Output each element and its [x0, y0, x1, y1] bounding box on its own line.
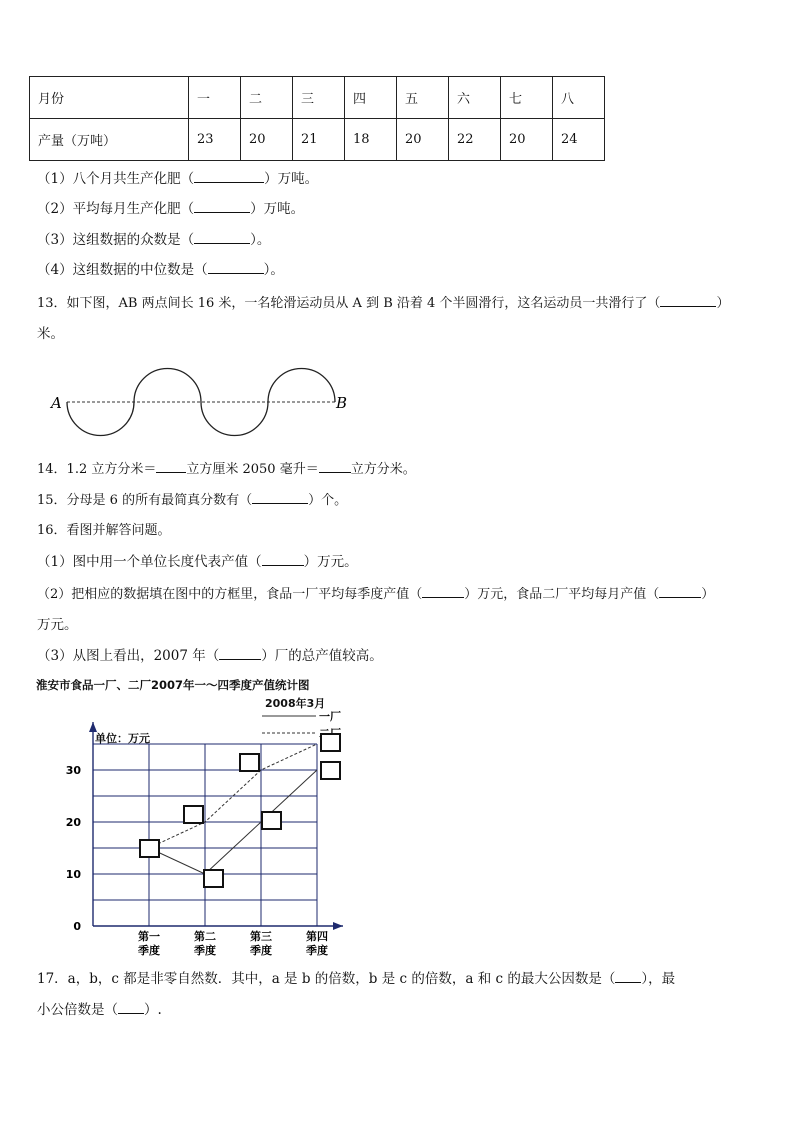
- answer-blank[interactable]: [194, 200, 250, 213]
- y-tick-label: 10: [65, 868, 81, 881]
- chart-title: 淮安市食品一厂、二厂2007年一～四季度产值统计图: [36, 678, 310, 692]
- x-axis-arrow-icon: [333, 922, 343, 930]
- question-text: （3）从图上看出，2007 年（: [37, 648, 220, 664]
- x-tick-label: 季度: [194, 944, 216, 957]
- question-text: ）万元。: [303, 554, 358, 570]
- table-value-cell: 22: [449, 119, 501, 161]
- answer-box: [262, 812, 281, 829]
- y-tick-label: 30: [65, 764, 81, 777]
- question-text: 立方分米。: [350, 462, 416, 477]
- question-text: ）万吨。: [264, 171, 319, 187]
- question-16-title: 16．看图并解答问题。: [37, 523, 171, 538]
- x-tick-label: 第二: [194, 930, 216, 943]
- answer-blank[interactable]: [219, 647, 261, 660]
- question-text: （2）把相应的数据填在图中的方框里，食品一厂平均每季度产值（: [37, 587, 423, 602]
- x-tick-label: 季度: [250, 944, 272, 957]
- question-text: （1）图中用一个单位长度代表产值（: [37, 554, 262, 570]
- question-text: ）: [701, 587, 715, 602]
- table-month-cell: 六: [449, 77, 501, 119]
- question-text: ）万吨。: [250, 201, 305, 217]
- question-16-part-2-cont: 万元。: [37, 617, 78, 633]
- table-value-cell: 20: [501, 119, 553, 161]
- question-text: ）.: [144, 1002, 162, 1018]
- question-text: ）。: [250, 232, 271, 248]
- semicircle-3: [201, 402, 268, 436]
- x-tick-label: 季度: [138, 944, 160, 957]
- table-month-cell: 四: [345, 77, 397, 119]
- table-month-cell: 二: [241, 77, 293, 119]
- question-text: （2）平均每月生产化肥（: [37, 201, 195, 217]
- question-text: （4）这组数据的中位数是（: [37, 262, 208, 278]
- question-16-part-1: [37, 553, 358, 571]
- question-text: ）: [716, 296, 730, 311]
- production-table: [29, 76, 605, 161]
- answer-blank[interactable]: [194, 231, 250, 244]
- line-chart: [0, 700, 400, 965]
- x-tick-label: 季度: [306, 944, 328, 957]
- answer-blank[interactable]: [208, 261, 264, 274]
- question-13-line-2: 米。: [37, 326, 64, 342]
- y-tick-label: 20: [65, 816, 81, 829]
- answer-blank[interactable]: [422, 585, 464, 598]
- question-16-part-2: [37, 585, 714, 604]
- question-text: 14．1.2 立方分米＝: [37, 462, 157, 477]
- question-text: 小公倍数是（: [37, 1002, 118, 1018]
- question-12-part-1: [37, 170, 318, 188]
- question-text: ）个。: [308, 493, 348, 508]
- question-text: （1）八个月共生产化肥（: [37, 171, 195, 187]
- table-value-cell: 24: [553, 119, 605, 161]
- answer-box: [140, 840, 159, 857]
- answer-blank[interactable]: [659, 585, 701, 598]
- legend-label: 一厂: [319, 710, 341, 723]
- y-axis-arrow-icon: [89, 722, 97, 732]
- question-17-line-2: [37, 1001, 162, 1019]
- answer-box: [321, 762, 340, 779]
- table-row: [30, 77, 605, 119]
- point-b-label: B: [336, 394, 348, 412]
- x-tick-label: 第一: [138, 930, 160, 943]
- x-tick-label: 第三: [250, 930, 272, 943]
- answer-blank[interactable]: [194, 170, 264, 183]
- question-text: （3）这组数据的众数是（: [37, 232, 195, 248]
- answer-blank[interactable]: [660, 294, 716, 307]
- answer-box: [184, 806, 203, 823]
- answer-blank[interactable]: [118, 1001, 144, 1014]
- question-17-line-1: [37, 970, 675, 988]
- answer-blank[interactable]: [252, 491, 308, 504]
- answer-blank[interactable]: [262, 553, 304, 566]
- answer-blank[interactable]: [615, 970, 641, 983]
- answer-box: [240, 754, 259, 771]
- question-text: 13．如下图，AB 两点间长 16 米，一名轮滑运动员从 A 到 B 沿着 4 个半圆滑行，这名运动员一共滑行了（: [37, 296, 661, 311]
- question-12-part-4: [37, 261, 284, 279]
- table-month-cell: 八: [553, 77, 605, 119]
- question-12-part-2: [37, 200, 304, 218]
- question-13-line-1: [37, 294, 729, 313]
- question-16-part-3: [37, 647, 383, 665]
- question-text: ）厂的总产值较高。: [261, 648, 383, 664]
- table-month-cell: 七: [501, 77, 553, 119]
- semicircle-2: [134, 369, 201, 403]
- x-tick-label: 第四: [306, 930, 328, 943]
- table-value-cell: 21: [293, 119, 345, 161]
- question-text: 17．a，b，c 都是非零自然数．其中，a 是 b 的倍数，b 是 c 的倍数，a 和 c 的最大公因数是（: [37, 971, 616, 987]
- question-text: 15．分母是 6 的所有最简真分数有（: [37, 493, 253, 508]
- table-value-cell: 20: [397, 119, 449, 161]
- semicircle-path-diagram: [45, 360, 365, 445]
- answer-box: [321, 734, 340, 751]
- y-tick-label: 0: [73, 920, 81, 933]
- chart-subtitle: 2008年3月: [265, 697, 326, 710]
- table-value-cell: 20: [241, 119, 293, 161]
- table-row: [30, 119, 605, 161]
- answer-blank[interactable]: [156, 460, 186, 473]
- semicircle-1: [67, 402, 134, 436]
- point-a-label: A: [51, 394, 62, 412]
- question-text: ）万元，食品二厂平均每月产值（: [464, 587, 660, 602]
- table-value-cell: 23: [189, 119, 241, 161]
- table-value-cell: 18: [345, 119, 397, 161]
- question-14: [37, 460, 416, 479]
- question-15: [37, 491, 347, 510]
- question-text: 立方厘米 2050 毫升＝: [186, 462, 319, 477]
- question-text: ），最: [641, 971, 676, 987]
- answer-blank[interactable]: [319, 460, 351, 473]
- table-month-cell: 三: [293, 77, 345, 119]
- question-12-part-3: [37, 231, 270, 249]
- table-month-cell: 一: [189, 77, 241, 119]
- chart-unit-label: 单位：万元: [95, 732, 150, 745]
- table-month-cell: 五: [397, 77, 449, 119]
- table-row-label: 产量（万吨）: [30, 119, 189, 161]
- table-header-label: 月份: [30, 77, 189, 119]
- semicircle-4: [268, 369, 335, 403]
- question-text: ）。: [263, 262, 284, 278]
- answer-box: [204, 870, 223, 887]
